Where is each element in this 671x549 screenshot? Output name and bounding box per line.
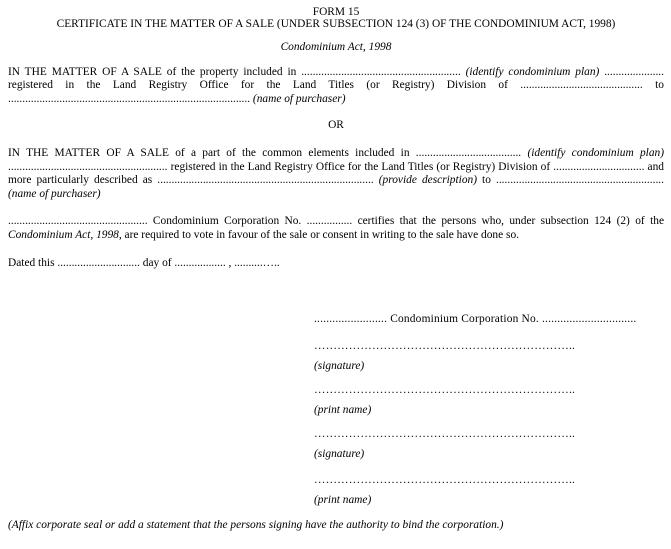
hint-name-of-purchaser: (name of purchaser)	[8, 187, 101, 200]
corporation-number-line: ........................ Condominium Corporation No. ...............................	[314, 313, 637, 325]
signature-group-1	[314, 340, 664, 373]
dated-line: Dated this ............................. day of .................. , ..........…..	[8, 256, 280, 269]
print-name-line: …………………………………………………………..	[314, 474, 576, 486]
print-name-line: …………………………………………………………..	[314, 384, 576, 396]
form-title: CERTIFICATE IN THE MATTER OF A SALE (UNDER SUBSECTION 124 (3) OF THE CONDOMINIUM ACT, 1998)	[56, 18, 616, 30]
sale-of-common-elements-paragraph	[8, 147, 664, 201]
signature-label: (signature)	[314, 359, 365, 372]
paragraph-text: of a part of the common elements included in .....................................	[168, 146, 528, 159]
or-divider: OR	[328, 119, 344, 132]
print-name-label: (print name)	[314, 493, 372, 506]
signature-group-4	[314, 474, 664, 507]
print-name-label: (print name)	[314, 403, 372, 416]
signature-line: …………………………………………………………..	[314, 428, 576, 440]
paragraph-text: ..................... registered in the Land Registry Office for the Land Titles (or Registry) Division of ........................................... to .....................................................................................	[8, 65, 665, 105]
sale-of-property-paragraph	[8, 66, 664, 107]
hint-condominium-plan: (identify condominium plan)	[465, 65, 600, 78]
hint-condominium-plan: (identify condominium plan)	[527, 146, 665, 159]
form-number: FORM 15	[312, 6, 360, 18]
corporate-seal-note: (Affix corporate seal or add a statement that the persons signing have the authority to bind the corporation.)	[8, 519, 504, 531]
signature-label: (signature)	[314, 447, 365, 460]
paragraph-text: to ...........................................................	[477, 174, 664, 187]
signature-block	[314, 313, 664, 327]
signature-group-3	[314, 428, 664, 461]
paragraph-text: , are required to vote in favour of the sale or consent in writing to the sale have done so.	[118, 228, 519, 241]
hint-provide-description: (provide description)	[378, 174, 477, 187]
paragraph-text: of the property included in ........................................................	[161, 65, 466, 78]
signature-line: …………………………………………………………..	[314, 340, 576, 352]
paragraph-lead: IN THE MATTER OF A SALE	[8, 146, 169, 159]
certification-paragraph	[8, 215, 664, 242]
signature-group-2	[314, 384, 664, 417]
act-name: Condominium Act, 1998	[8, 228, 119, 241]
paragraph-lead: IN THE MATTER OF A SALE	[8, 65, 162, 78]
paragraph-text: ........................................................ registered in the Land Registry Office for the Land Titles (or Registry) Division of ................................ and more particularly described as ............................................................................	[8, 160, 664, 187]
act-reference: Condominium Act, 1998	[280, 41, 392, 53]
paragraph-text: ................................................. Condominium Corporation No. ................ certifies that the persons who, under subsection 124 (2) of the	[8, 215, 664, 228]
hint-name-of-purchaser: (name of purchaser)	[252, 92, 346, 105]
form-page	[8, 0, 665, 531]
